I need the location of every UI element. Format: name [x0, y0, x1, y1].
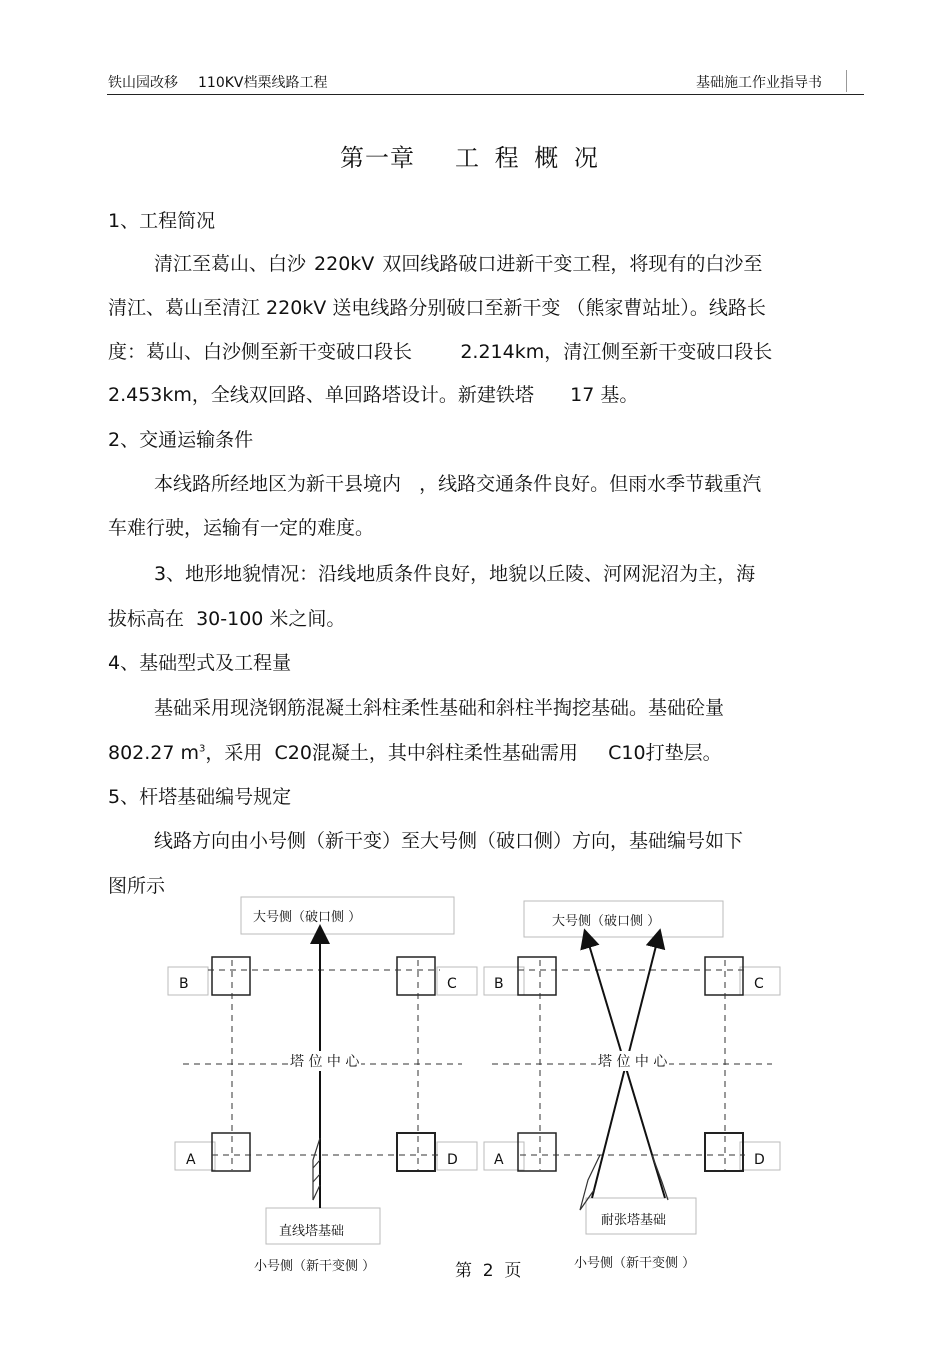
left-top-label: 大号侧（破口侧 ） [253, 910, 362, 925]
section-1-heading: 1、工程简况 [108, 210, 216, 232]
chapter-label: 第一章 [340, 144, 415, 172]
right-top-label: 大号侧（破口侧 ） [552, 914, 661, 929]
section-5-heading: 5、杆塔基础编号规定 [108, 786, 292, 808]
section-4-line-1: 基础采用现浇钢筋混凝土斜柱柔性基础和斜柱半掏挖基础。基础砼量 [154, 697, 725, 719]
section-1-line-3: 度：葛山、白沙侧至新干变破口段长 2.214km，清江侧至新干变破口段长 [108, 341, 773, 363]
left-corner-c-box [437, 967, 477, 995]
right-foundation-d [705, 1133, 743, 1171]
left-corner-c: C [447, 976, 457, 992]
section-4-heading: 4、基础型式及工程量 [108, 652, 292, 674]
section-2-heading: 2、交通运输条件 [108, 429, 254, 451]
concrete-spec: ，采用 C20混凝土，其中斜柱柔性基础需用 C10打垫层。 [205, 742, 722, 764]
left-foundation-a [212, 1133, 250, 1171]
section-2-line-2: 车难行驶，运输有一定的难度。 [108, 517, 375, 539]
left-bottom-label: 直线塔基础 [279, 1224, 345, 1239]
left-foundation-b [212, 957, 250, 995]
header-line-name: 110KV档栗线路工程 [198, 75, 328, 91]
header-project: 铁山园改移 [108, 75, 178, 91]
left-center-label: 塔 位 中 心 [288, 1051, 361, 1071]
section-1-line-1: 清江至葛山、白沙 220kV 双回线路破口进新干变工程，将现有的白沙至 [154, 253, 763, 275]
cubic-superscript: 3 [199, 743, 206, 755]
right-bottom-label: 耐张塔基础 [601, 1213, 667, 1228]
right-corner-a: A [494, 1152, 504, 1168]
section-5-line-2: 图所示 [108, 875, 166, 897]
left-corner-a: A [186, 1152, 196, 1168]
section-2-line-1: 本线路所经地区为新干县境内 ，线路交通条件良好。但雨水季节载重汽 [154, 473, 762, 495]
concrete-volume: 802.27 m [108, 742, 200, 764]
right-center-label: 塔 位 中 心 [596, 1051, 669, 1071]
chapter-title: 工 程 概 况 [455, 144, 602, 172]
left-corner-b: B [179, 976, 189, 992]
right-foundation-c [705, 957, 743, 995]
section-1-line-2: 清江、葛山至清江 220kV 送电线路分别破口至新干变 （熊家曹站址）。线路长 [108, 297, 766, 319]
right-corner-c: C [754, 976, 764, 992]
section-3-line-1: 3、地形地貌情况：沿线地质条件良好，地貌以丘陵、河网泥沼为主，海 [154, 563, 756, 585]
left-foundation-d [397, 1133, 435, 1171]
section-3-line-2: 拔标高在 30-100 米之间。 [108, 608, 346, 630]
section-1-line-4: 2.453km，全线双回路、单回路塔设计。新建铁塔 17 基。 [108, 384, 639, 406]
right-under-label: 小号侧（新干变侧 ） [574, 1256, 696, 1271]
left-foundation-c [397, 957, 435, 995]
header-doc-title: 基础施工作业指导书 [696, 75, 822, 91]
right-corner-b: B [494, 976, 504, 992]
left-under-label: 小号侧（新干变侧 ） [254, 1259, 376, 1274]
right-corner-d: D [754, 1152, 765, 1168]
page-number: 第 2 页 [455, 1261, 522, 1281]
left-corner-d: D [447, 1152, 458, 1168]
section-5-line-1: 线路方向由小号侧（新干变）至大号侧（破口侧）方向，基础编号如下 [154, 830, 744, 852]
